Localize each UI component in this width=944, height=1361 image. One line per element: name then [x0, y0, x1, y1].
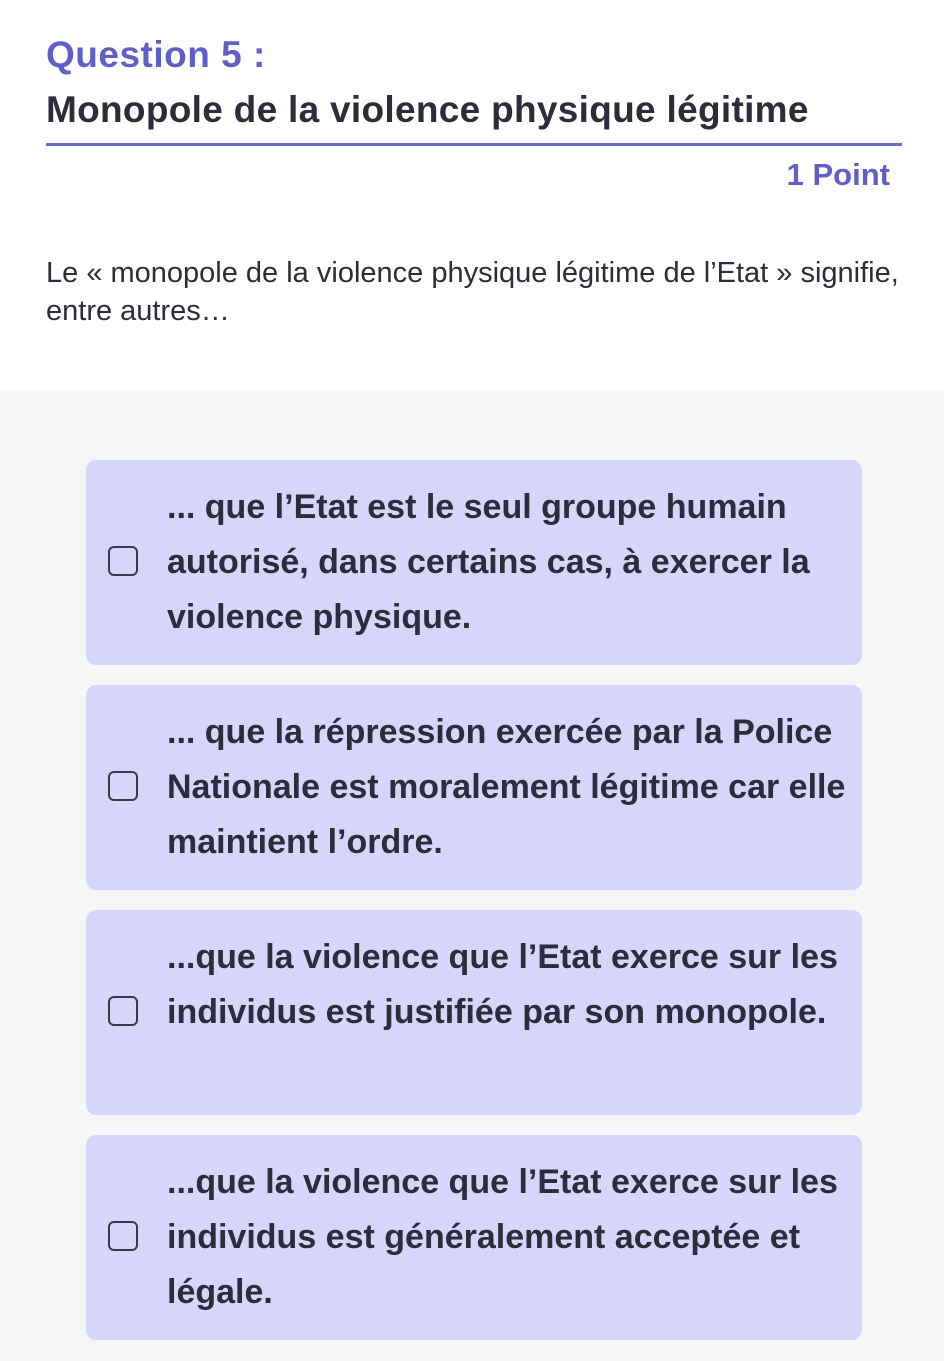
- question-header: [0, 0, 944, 390]
- checkbox[interactable]: [108, 771, 138, 801]
- answer-option[interactable]: [86, 685, 862, 890]
- answer-option[interactable]: [86, 460, 862, 665]
- question-title: Monopole de la violence physique légitime: [46, 89, 809, 130]
- checkbox[interactable]: [108, 546, 138, 576]
- checkbox[interactable]: [108, 1221, 138, 1251]
- answer-option[interactable]: [86, 910, 862, 1115]
- checkbox[interactable]: [108, 996, 138, 1026]
- answer-options-list: [86, 460, 862, 1360]
- answer-option[interactable]: [86, 1135, 862, 1340]
- question-number: Question 5 :: [46, 34, 266, 75]
- answer-option-label: ... que l’Etat est le seul groupe humain autorisé, dans certains cas, à exercer la violence physique.: [167, 488, 810, 636]
- question-points: 1 Point: [786, 157, 890, 192]
- question-prompt: Le « monopole de la violence physique légitime de l’Etat » signifie, entre autres…: [46, 257, 899, 327]
- answer-option-label: ...que la violence que l’Etat exerce sur les individus est justifiée par son monopole.: [167, 938, 838, 1031]
- answer-option-label: ... que la répression exercée par la Police Nationale est moralement légitime car elle maintient l’ordre.: [167, 713, 846, 861]
- title-divider: [46, 143, 902, 146]
- answer-option-label: ...que la violence que l’Etat exerce sur les individus est généralement acceptée et légale.: [167, 1163, 838, 1311]
